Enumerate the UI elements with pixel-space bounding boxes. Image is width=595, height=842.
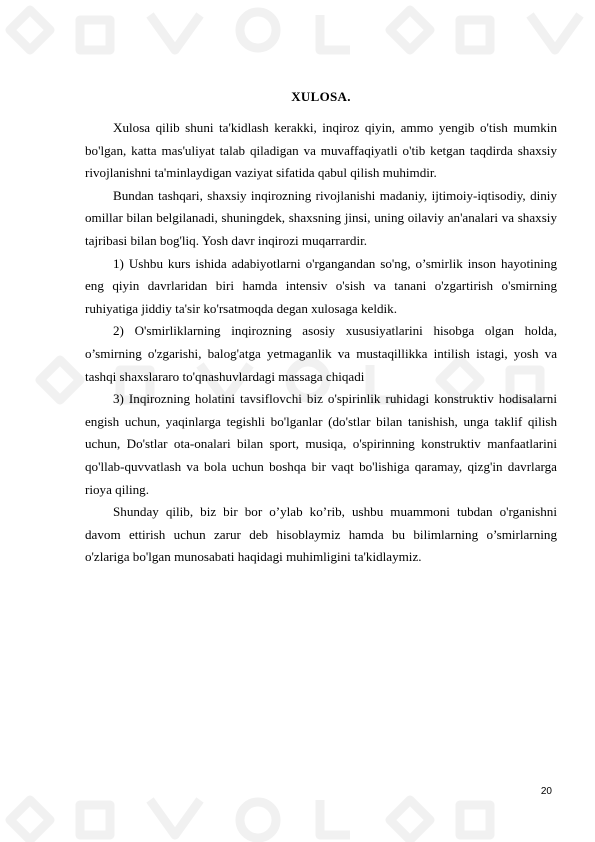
- document-body: [85, 88, 557, 569]
- paragraph-4: 2) O'smirliklarning inqirozning asosiy xususiyatlarini hisobga olgan holda, o’smirning o'zgarishi, balog'atga yetmaganlik va mustaqillikka intilish istagi, yosh va tashqi shaxslararo to'qnashuvlardagi massaga chiqadi: [85, 323, 557, 384]
- paragraph-6: Shunday qilib, biz bir bor o’ylab ko’rib, ushbu muammoni tubdan o'rganishni davom ettirish uchun zarur deb hisoblaymiz hamda bu bilimlarning o’smirlarning o'zlariga bo'lgan munosabati haqidagi muhimligini ta'kidlaymiz.: [85, 504, 557, 565]
- document-title: XULOSA.: [291, 89, 351, 104]
- paragraph-3: 1) Ushbu kurs ishida adabiyotlarni o'rgangandan so'ng, o’smirlik inson hayotining eng qiyin davrlaridan biri hamda intensiv o'sish va tanani o'zgartirish o'smirning ruhiyatiga jiddiy ta'sir ko'rsatmoqda degan xulosaga keldik.: [85, 255, 557, 316]
- paragraph-1: Xulosa qilib shuni ta'kidlash kerakki, inqiroz qiyin, ammo yengib o'tish mumkin bo'lgan, katta mas'uliyat talab qiladigan va muvaffaqiyatli o'tib ketgan taqdirda shaxsiy rivojlanishni ta'minlaydigan vaziyat sifatida qabul qilish muhimdir.: [85, 120, 557, 181]
- page-number: 20: [540, 786, 552, 797]
- paragraph-2: Bundan tashqari, shaxsiy inqirozning rivojlanishi madaniy, ijtimoiy-iqtisodiy, diniy omillar bilan belgilanadi, shuningdek, shaxsning jinsi, uning oilaviy an'analari va shaxsiy tajribasi bilan bog'liq. Yosh davr inqirozi muqarrardir.: [85, 187, 557, 248]
- paragraph-5: 3) Inqirozning holatini tavsiflovchi biz o'spirinlik ruhidagi konstruktiv hodisalarni engish uchun, yaqinlarga tegishli bo'lganlar (do'stlar bilan tanishish, unga taklif qilish uchun, Do'stlar ota-onalari bilan sport, musiqa, o'spirinning konstruktiv manfaatlarini qo'llab-quvvatlash va bola uchun boshqa bir vaqt bo'lishiga qaramay, qizg'in davrlarga rioya qiling.: [85, 391, 557, 497]
